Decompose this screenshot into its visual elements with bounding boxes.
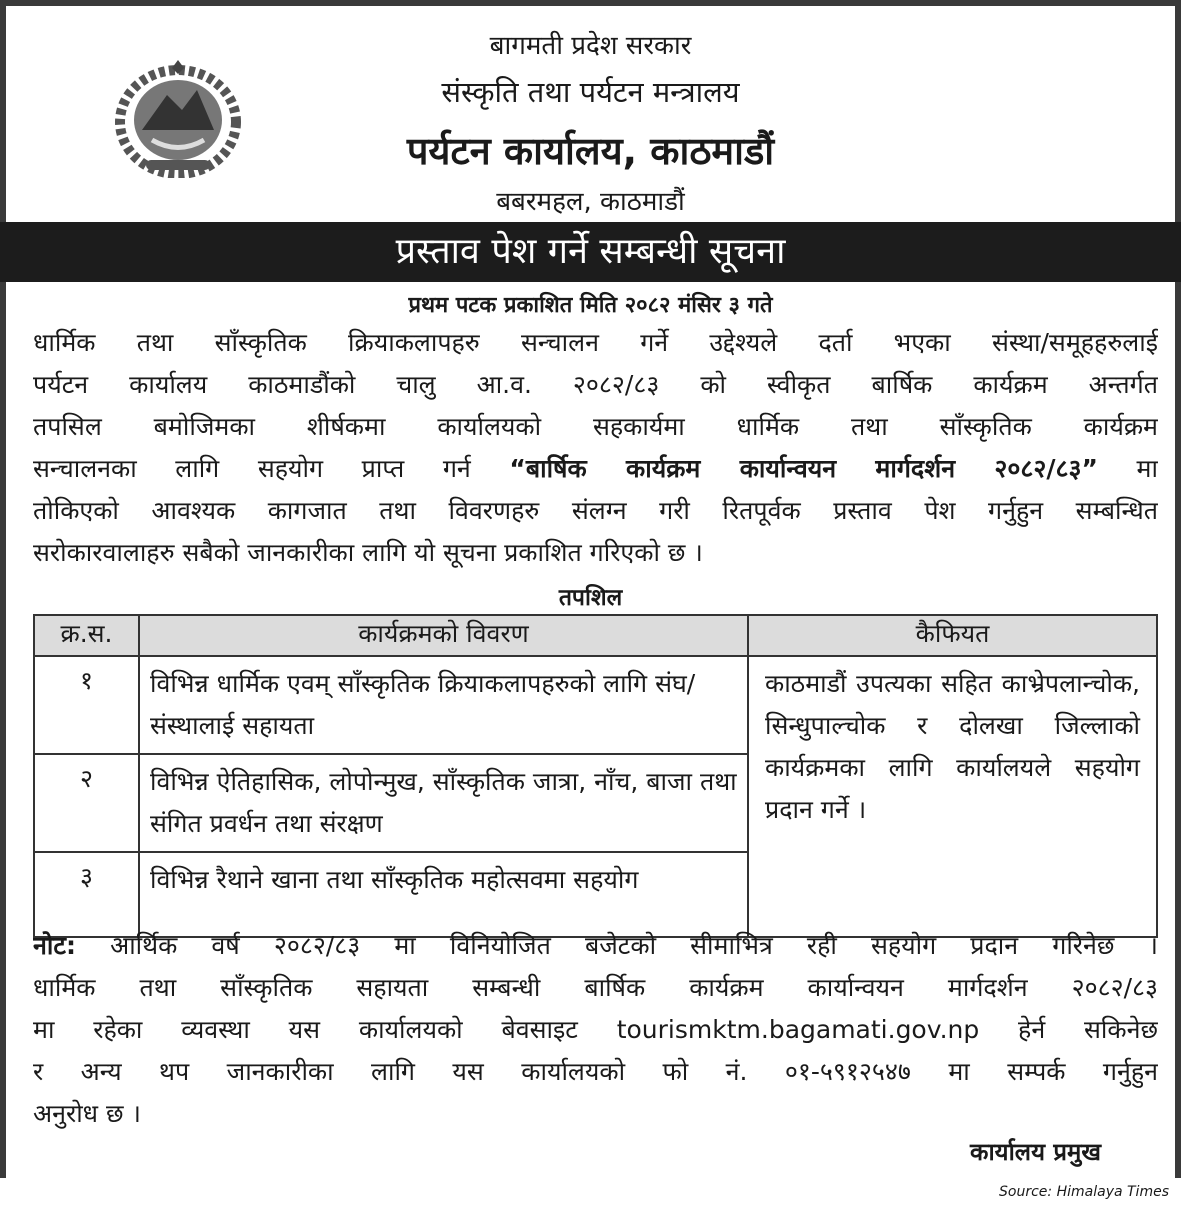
government-name: बागमती प्रदेश सरकार xyxy=(489,31,692,61)
note-line: अनुरोध छ । xyxy=(33,1099,141,1128)
signature: कार्यालय प्रमुख xyxy=(970,1138,1101,1166)
body-line xyxy=(33,448,1158,490)
publish-date: प्रथम पटक प्रकाशित मिति २०८२ मंसिर ३ गते xyxy=(408,293,773,318)
body-line: धार्मिक तथा साँस्कृतिक क्रियाकलापहरु सन्चालन गर्ने उद्देश्यले दर्ता भएका संस्था/समूहहरुलाई xyxy=(33,328,1158,357)
body-line: तपसिल बमोजिमका शीर्षकमा कार्यालयको सहकार्यमा धार्मिक तथा साँस्कृतिक कार्यक्रम xyxy=(33,412,1158,441)
notice-title: प्रस्ताव पेश गर्ने सम्बन्धी सूचना xyxy=(0,222,1181,282)
header-serial: क्र.स. xyxy=(34,615,139,656)
row-serial: २ xyxy=(34,754,139,852)
body-line: पर्यटन कार्यालय काठमाडौंको चालु आ.व. २०८२/८३ को स्वीकृत बार्षिक कार्यक्रम अन्तर्गत xyxy=(33,370,1158,399)
row-description: विभिन्न ऐतिहासिक, लोपोन्मुख, साँस्कृतिक जात्रा, नाँच, बाजा तथा संगित प्रवर्धन तथा संरक्षण xyxy=(139,754,748,852)
note-line: मा रहेका व्यवस्था यस कार्यालयको बेवसाइट tourismktm.bagamati.gov.np हेर्न सकिनेछ xyxy=(33,1015,1158,1044)
body-line-start: सन्चालनका लागि सहयोग प्राप्त गर्न xyxy=(33,454,471,483)
ministry-name: संस्कृति तथा पर्यटन मन्त्रालय xyxy=(441,75,740,109)
header-remarks: कैफियत xyxy=(748,615,1157,656)
note-section xyxy=(33,925,1158,1135)
table-title: तपशिल xyxy=(558,585,623,611)
note-line: धार्मिक तथा साँस्कृतिक सहायता सम्बन्धी बार्षिक कार्यक्रम कार्यान्वयन मार्गदर्शन २०८२/८३ xyxy=(33,973,1158,1002)
note-line xyxy=(33,925,1158,967)
row-remarks: काठमाडौं उपत्यका सहित काभ्रेपलान्चोक, सिन्धुपाल्चोक र दोलखा जिल्लाको कार्यक्रमका लागि कार्यालयले सहयोग प्रदान गर्ने । xyxy=(748,656,1157,937)
guideline-title: “बार्षिक कार्यक्रम कार्यान्वयन मार्गदर्शन २०८२/८३” xyxy=(509,454,1098,483)
details-table xyxy=(33,614,1158,938)
office-name: पर्यटन कार्यालय, काठमाडौं xyxy=(406,129,775,173)
note-label: नोट: xyxy=(33,931,76,960)
note-text: आर्थिक वर्ष २०८२/८३ मा विनियोजित बजेटको सीमाभित्र रही सहयोग प्रदान गरिनेछ । xyxy=(110,931,1158,960)
table-header-row xyxy=(34,615,1157,656)
notice-header xyxy=(0,0,1181,222)
notice-body xyxy=(33,322,1158,574)
row-description: विभिन्न धार्मिक एवम् साँस्कृतिक क्रियाकलापहरुको लागि संघ/संस्थालाई सहायता xyxy=(139,656,748,754)
row-description: विभिन्न रैथाने खाना तथा साँस्कृतिक महोत्सवमा सहयोग xyxy=(139,852,748,937)
row-serial: १ xyxy=(34,656,139,754)
table-row xyxy=(34,656,1157,754)
body-line: सरोकारवालाहरु सबैको जानकारीका लागि यो सूचना प्रकाशित गरिएको छ । xyxy=(33,538,703,567)
note-line: र अन्य थप जानकारीका लागि यस कार्यालयको फो नं. ०१-५९१२५४७ मा सम्पर्क गर्नुहुन xyxy=(33,1057,1158,1086)
row-serial: ३ xyxy=(34,852,139,937)
header-description: कार्यक्रमको विवरण xyxy=(139,615,748,656)
body-line: तोकिएको आवश्यक कागजात तथा विवरणहरु संलग्न गरी रितपूर्वक प्रस्ताव पेश गर्नुहुन सम्बन्धित xyxy=(33,496,1158,525)
source-credit: Source: Himalaya Times xyxy=(999,1184,1169,1200)
office-address: बबरमहल, काठमाडौं xyxy=(496,187,685,217)
body-line-end: मा xyxy=(1136,454,1158,483)
